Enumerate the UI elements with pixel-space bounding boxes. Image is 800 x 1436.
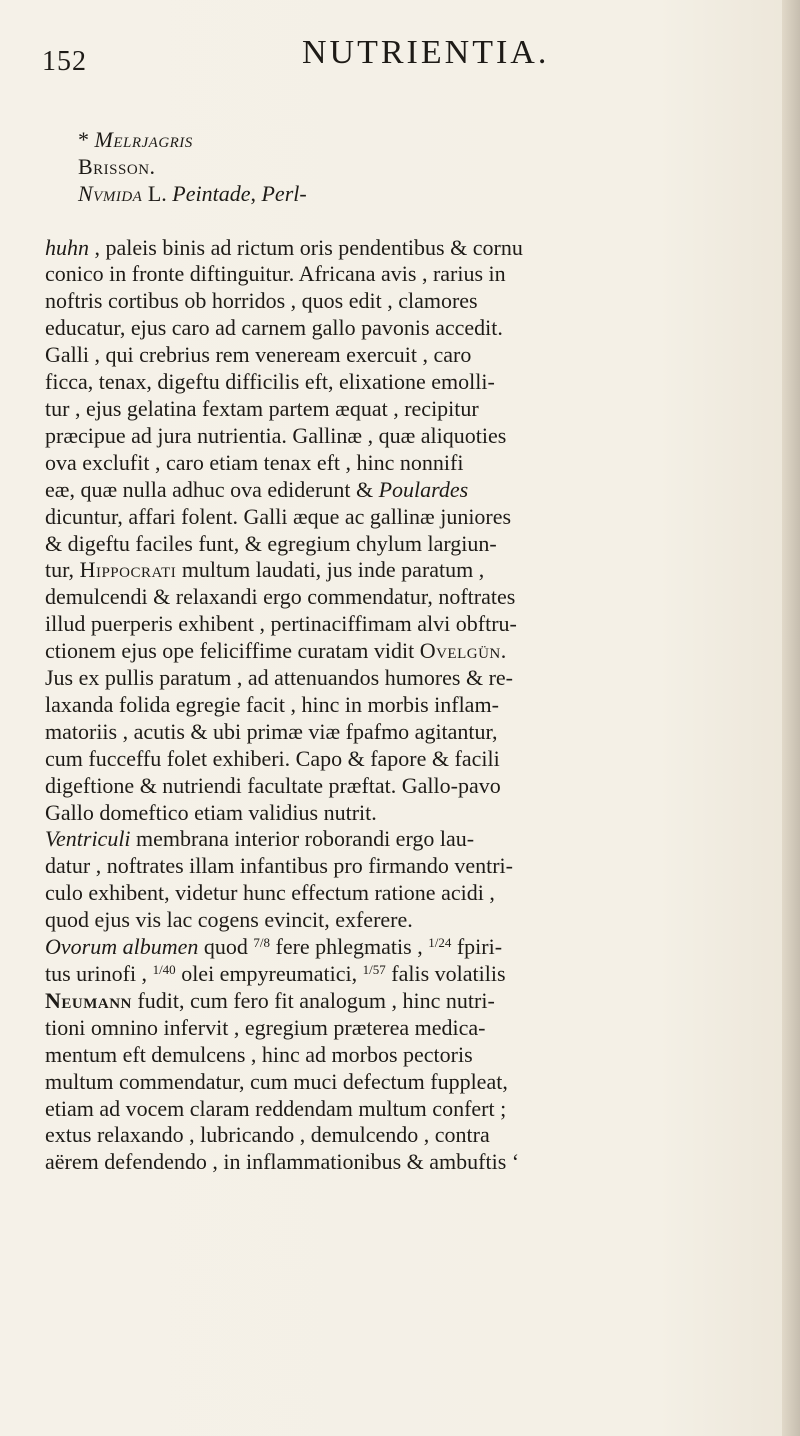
text-line: mentum eft demulcens , hinc ad morbos pectoris <box>45 1041 473 1067</box>
text-fragment: multum laudati, jus inde paratum , <box>176 557 485 583</box>
text-line: Galli , qui crebrius rem veneream exercuit , caro <box>45 342 472 368</box>
ovorum-albumen-term: Ovorum albumen <box>45 934 199 960</box>
text-fragment: falis volatilis <box>385 961 506 986</box>
text-line: matoriis , acutis & ubi primæ viæ fpafmo agitantur, <box>45 718 498 744</box>
text-fragment: ctionem ejus ope feliciffime curatam vidit <box>45 638 420 664</box>
ventriculi-term: Ventriculi <box>45 826 131 852</box>
text-line: aërem defendendo , in inflammationibus & ambuftis ‘ <box>45 1149 520 1175</box>
german-name: Perl- <box>261 180 307 206</box>
text-line: educatur, ejus caro ad carnem gallo pavonis accedit. <box>45 315 503 341</box>
brisson-name: Brisson. <box>78 153 156 179</box>
text-line <box>45 826 745 853</box>
numida-term: Nvmida <box>78 180 143 206</box>
poulardes-term: Poulardes <box>378 476 469 502</box>
text-line: præcipue ad jura nutrientia. Gallinæ , quæ aliquoties <box>45 422 507 448</box>
text-comma: , <box>250 180 262 206</box>
asterisk-mark: * <box>78 126 95 152</box>
meleagris-term: Melrjagris <box>94 126 193 152</box>
text-fragment: olei empyreumatici, <box>175 961 363 986</box>
fraction: 1/57 <box>362 962 386 977</box>
fraction: 7/8 <box>253 935 270 951</box>
text-line: laxanda folida egregie facit , hinc in morbis inflam- <box>45 691 499 717</box>
text-line: noftris cortibus ob horridos , quos edit , clamores <box>45 288 478 314</box>
book-binding-edge <box>782 0 800 1436</box>
text-line: cum fucceffu folet exhiberi. Capo & fapore & facili <box>45 745 500 771</box>
text-line: tur , ejus gelatina fextam partem æquat , recipitur <box>45 395 479 421</box>
fraction: 1/24 <box>428 935 452 951</box>
text-line <box>45 100 745 235</box>
page-header <box>32 10 732 80</box>
text-line: culo exhibent, videtur hunc effectum ratione acidi , <box>45 880 495 906</box>
text-line: illud puerperis exhibent , pertinaciffimam alvi obftru- <box>45 611 517 637</box>
text-line: Jus ex pullis paratum , ad attenuandos humores & re- <box>45 665 514 691</box>
text-line: demulcendi & relaxandi ergo commendatur, noftrates <box>45 584 516 610</box>
text-fragment: quod <box>198 934 254 960</box>
text-fragment: tus urinofi , <box>45 961 153 986</box>
text-line: quod ejus vis lac cogens evincit, exferere. <box>45 907 413 933</box>
neumann-name: Neumann <box>45 987 132 1013</box>
french-name: Peintade <box>172 180 251 206</box>
text-line: & digeftu faciles funt, & egregium chylum largiun- <box>45 530 497 556</box>
page-number: 152 <box>42 46 87 77</box>
german-name-continuation: huhn <box>45 234 89 260</box>
text-fragment: tur, <box>45 557 80 583</box>
fraction: 1/40 <box>152 962 176 977</box>
text-line: dicuntur, affari folent. Galli æque ac gallinæ juniores <box>45 503 512 529</box>
text-line: datur , noftrates illam infantibus pro firmando ventri- <box>45 853 513 879</box>
text-line: conico in fronte diftinguitur. Africana avis , rarius in <box>45 261 506 287</box>
text-line: extus relaxando , lubricando , demulcendo , contra <box>45 1122 490 1148</box>
text-fragment: fere phlegmatis , <box>270 934 429 960</box>
text-line: ficca, tenax, digeftu difficilis eft, elixatione emolli- <box>45 369 495 395</box>
linnaeus-mark: L. <box>142 180 173 206</box>
ovelgun-name: Ovelgün. <box>419 638 507 664</box>
text-line <box>45 638 745 665</box>
text-line <box>45 961 745 988</box>
text-line <box>45 934 745 961</box>
text-fragment: fudit, cum fero fit analogum , hinc nutri- <box>131 987 495 1013</box>
hippocrati-name: Hippocrati <box>79 557 177 583</box>
text-fragment: , paleis binis ad rictum oris pendentibus & cornu <box>89 234 523 260</box>
text-line: digeftione & nutriendi facultate præftat. Gallo-pavo <box>45 772 501 798</box>
text-line <box>45 235 745 262</box>
text-line <box>45 988 745 1015</box>
main-text <box>45 100 745 1176</box>
text-line <box>45 557 745 584</box>
text-line: Gallo domeftico etiam validius nutrit. <box>45 799 377 825</box>
text-fragment: fpiri- <box>451 934 503 960</box>
text-line <box>45 477 745 504</box>
text-line: ova exclufit , caro etiam tenax eft , hinc nonnifi <box>45 449 464 475</box>
text-line: multum commendatur, cum muci defectum fuppleat, <box>45 1068 508 1094</box>
text-line: etiam ad vocem claram reddendam multum confert ; <box>45 1095 507 1121</box>
text-fragment: membrana interior roborandi ergo lau- <box>130 826 475 852</box>
text-fragment: eæ, quæ nulla adhuc ova ediderunt & <box>45 476 379 502</box>
text-line: tioni omnino infervit , egregium præterea medica- <box>45 1014 486 1040</box>
running-head: NUTRIENTIA. <box>302 34 550 71</box>
